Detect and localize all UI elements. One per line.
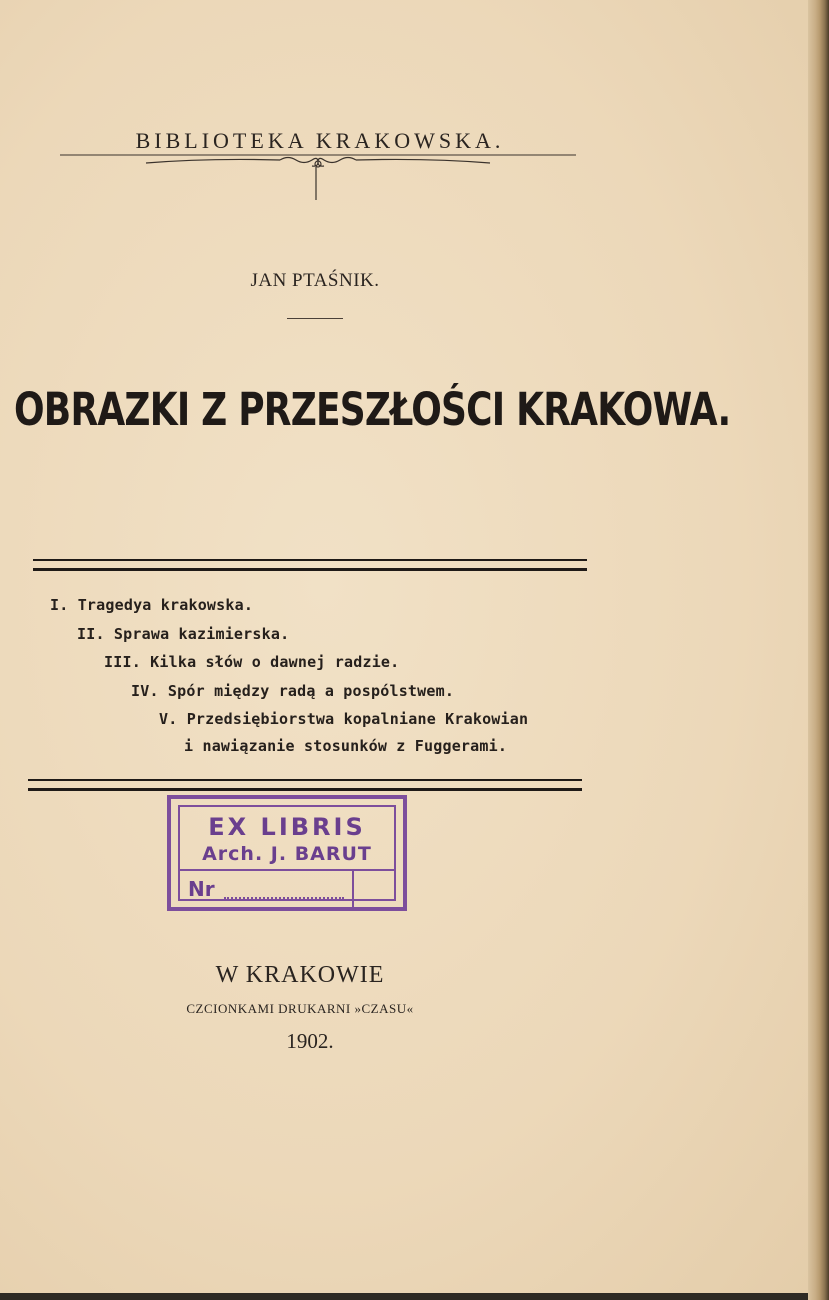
imprint-year: 1902.: [286, 1029, 334, 1053]
contents-entry: II. Sprawa kazimierska.: [77, 625, 290, 643]
series-title: BIBLIOTEKA KRAKOWSKA.: [135, 128, 505, 153]
stamp-nr-label: Nr: [188, 877, 215, 901]
stamp-number-row: [180, 869, 394, 907]
author-name: JAN PTAŚNIK.: [250, 270, 380, 291]
stamp-nr-blank: [224, 897, 344, 899]
stamp-owner: Arch. J. BARUT: [202, 843, 372, 865]
double-rule-top: [33, 559, 587, 574]
imprint-place: W KRAKOWIE: [215, 962, 385, 988]
short-rule: [287, 318, 343, 319]
contents-entry: i nawiązanie stosunków z Fuggerami.: [184, 737, 508, 755]
contents-entry: III. Kilka słów o dawnej radzie.: [104, 653, 400, 671]
page-edge: [808, 0, 829, 1300]
contents-entry: IV. Spór między radą a pospólstwem.: [131, 682, 455, 700]
contents-entry: I. Tragedya krakowska.: [50, 596, 254, 614]
contents-entry: V. Przedsiębiorstwa kopalniane Krakowian: [159, 710, 529, 728]
ex-libris-stamp: [167, 795, 407, 911]
stamp-box: [352, 871, 394, 907]
imprint-printer: CZCIONKAMI DRUKARNI »CZASU«: [186, 1001, 414, 1016]
book-title: OBRAZKI Z PRZESZŁOŚCI KRAKOWA.: [14, 383, 731, 436]
ornament-divider: [58, 150, 578, 204]
stamp-ex-libris: EX LIBRIS: [208, 813, 366, 841]
double-rule-bottom: [28, 779, 582, 794]
